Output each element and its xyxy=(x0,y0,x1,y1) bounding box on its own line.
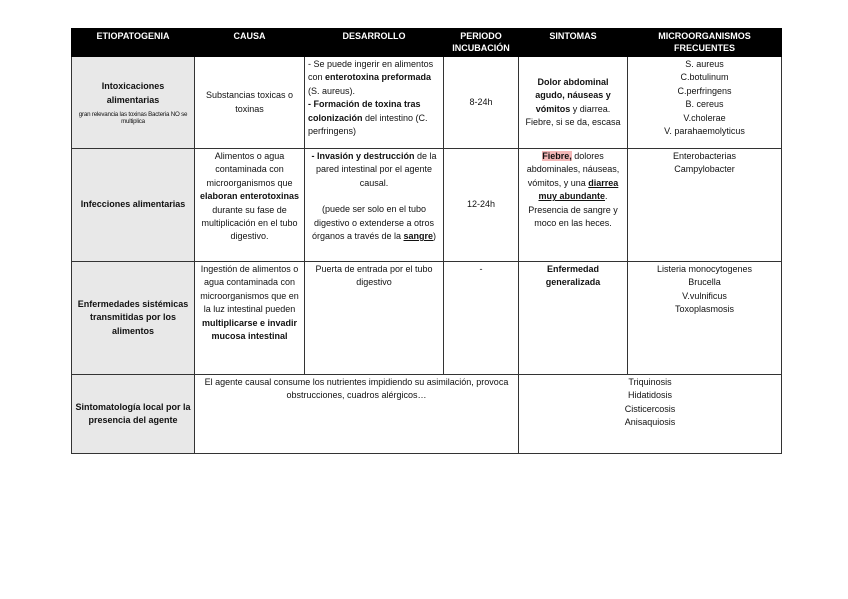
micro-item: Brucella xyxy=(688,277,721,288)
micro-item: Triquinosis xyxy=(628,377,672,387)
desarrollo-intoxicaciones xyxy=(305,57,444,149)
text-span: de la pared intestinal por el agente causal. xyxy=(315,151,437,188)
periodo-infecciones: 12-24h xyxy=(444,149,519,262)
text-para: Presencia de sangre y moco en las heces. xyxy=(528,204,618,229)
rowhead-sintomatologia: Sintomatología local por la presencia del agente xyxy=(72,375,195,454)
text-span: ) xyxy=(433,231,437,242)
micro-item: Campylobacter xyxy=(674,164,735,175)
text-span: Dolor abdominal agudo, náuseas y vómitos xyxy=(535,76,611,114)
text-span: (puede ser solo en el tubo digestivo o extenderse a otros órganos a través de la xyxy=(311,204,435,242)
sintomas-intoxicaciones xyxy=(519,57,628,149)
causa-sistemicas xyxy=(195,262,305,375)
micro-item: Toxoplasmosis xyxy=(674,304,735,315)
text-para xyxy=(522,150,624,204)
micro-item: Cisticercosis xyxy=(624,403,676,414)
micro-item: V. parahaemolyticus xyxy=(664,126,745,137)
header-causa: CAUSA xyxy=(195,29,305,57)
text-span: . xyxy=(605,191,608,202)
text-span: multiplicarse e invadir mucosa intestinal xyxy=(201,317,298,342)
causa-intoxicaciones: Substancias toxicas o toxinas xyxy=(195,57,305,149)
micro-item: V.vulnificus xyxy=(682,290,727,301)
micro-item: Listeria monocytogenes xyxy=(656,264,753,274)
row-infecciones xyxy=(72,149,782,262)
text-span: Ingestión de alimentos o agua contaminada con microorganismos que en la luz intestinal pueden xyxy=(200,264,299,315)
micro-item: Anisaquiosis xyxy=(624,417,676,428)
sintomas-infecciones xyxy=(519,149,628,262)
text-span: del intestino (C. perfringens) xyxy=(308,112,428,137)
text-span: - Formación de toxina tras colonización xyxy=(308,99,421,123)
row-intoxicaciones xyxy=(72,57,782,149)
text-span: elaboran enterotoxinas xyxy=(199,191,300,202)
rowhead-intoxicaciones xyxy=(72,57,195,149)
text-span: enterotoxina preformada xyxy=(325,72,432,83)
desarrollo-infecciones xyxy=(305,149,444,262)
etiopatogenia-table xyxy=(71,28,782,454)
text-span: y diarrea. xyxy=(570,103,611,114)
header-row xyxy=(72,29,782,57)
rowhead-infecciones: Infecciones alimentarias xyxy=(72,149,195,262)
text-span: sangre xyxy=(403,231,434,242)
micro-item: Hidatidosis xyxy=(627,390,673,401)
text-span: - Invasión y destrucción xyxy=(311,151,415,161)
causa-infecciones xyxy=(195,149,305,262)
rowhead-note: gran relevancia las toxinas Bacteria NO se multiplica xyxy=(78,110,188,125)
text-span: Fiebre, xyxy=(542,151,572,161)
text-span: - Se puede ingerir en alimentos con xyxy=(308,59,434,83)
micro-item: C.perfringens xyxy=(677,85,732,96)
header-periodo: PERIODO INCUBACIÓN xyxy=(444,29,519,57)
micro-item: C.botulinum xyxy=(680,72,729,83)
desarrollo-sistemicas: Puerta de entrada por el tubo digestivo xyxy=(305,262,444,375)
text-span: Fiebre, si se da, escasa xyxy=(525,116,621,127)
header-sintomas: SINTOMAS xyxy=(519,29,628,57)
text-para xyxy=(308,203,440,243)
rowhead-sistemicas: Enfermedades sistémicas transmitidas por los alimentos xyxy=(72,262,195,375)
sintomas-sistemicas: Enfermedad generalizada xyxy=(519,262,628,375)
causa-sintomatologia: El agente causal consume los nutrientes impidiendo su asimilación, provoca obstrucciones, cuadros alérgicos… xyxy=(195,375,519,454)
row-sistemicas xyxy=(72,262,782,375)
micro-sintomatologia xyxy=(519,375,782,454)
text-span: (S. aureus). xyxy=(308,85,356,96)
text-span: durante su fase de multiplicación en el tubo digestivo. xyxy=(201,204,298,242)
periodo-intoxicaciones: 8-24h xyxy=(444,57,519,149)
micro-infecciones xyxy=(628,149,782,262)
header-microorganismos: MICROORGANISMOS FRECUENTES xyxy=(628,29,782,57)
row-sintomatologia xyxy=(72,375,782,454)
micro-item: V.cholerae xyxy=(683,112,726,123)
text-span: dolores abdominales, náuseas, vómitos, y una xyxy=(526,151,620,188)
text-span: Alimentos o agua contaminada con microorganismos que xyxy=(206,151,293,188)
micro-item: Enterobacterias xyxy=(672,151,737,161)
text-para xyxy=(308,150,440,190)
header-etiopatogenia: ETIOPATOGENIA xyxy=(72,29,195,57)
micro-item: B. cereus xyxy=(685,99,724,110)
periodo-sistemicas: - xyxy=(444,262,519,375)
text-span: diarrea muy abundante xyxy=(538,177,619,202)
micro-sistemicas xyxy=(628,262,782,375)
rowhead-title: Intoxicaciones alimentarias xyxy=(101,81,165,105)
micro-item: S. aureus xyxy=(685,59,724,69)
micro-intoxicaciones xyxy=(628,57,782,149)
header-desarrollo: DESARROLLO xyxy=(305,29,444,57)
